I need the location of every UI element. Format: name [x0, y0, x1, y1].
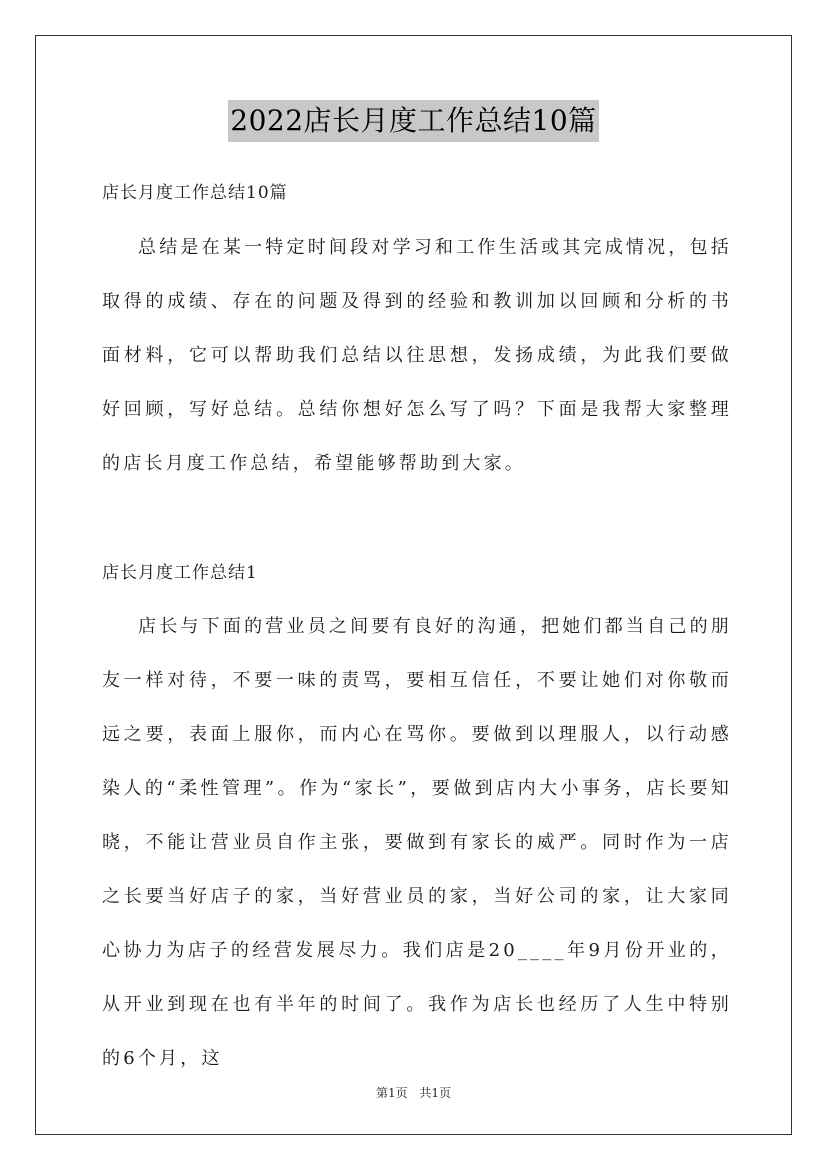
intro-paragraph-text: 总结是在某一特定时间段对学习和工作生活或其完成情况，包括取得的成绩、存在的问题及得到的经验和教训加以回顾和分析的书面材料，它可以帮助我们总结以往思想，发扬成绩，为此我们要做好回顾，写好总结。总结你想好怎么写了吗？下面是我帮大家整理的店长月度工作总结，希望能够帮助到大家。 [102, 237, 732, 474]
section-heading: 店长月度工作总结1 [102, 563, 258, 583]
intro-paragraph [102, 221, 732, 491]
document-title [0, 100, 827, 142]
page-number: 第1页 [375, 1086, 408, 1100]
document-subtitle: 店长月度工作总结10篇 [102, 183, 288, 203]
page-footer [0, 1084, 827, 1101]
page-total: 共1页 [419, 1086, 452, 1100]
document-title-text: 2022店长月度工作总结10篇 [228, 100, 598, 142]
section-paragraph-text: 店长与下面的营业员之间要有良好的沟通，把她们都当自己的朋友一样对待，不要一味的责骂，要相互信任，不要让她们对你敬而远之要，表面上服你，而内心在骂你。要做到以理服人，以行动感染人的“柔性管理”。作为“家长”，要做到店内大小事务，店长要知晓，不能让营业员自作主张，要做到有家长的威严。同时作为一店之长要当好店子的家，当好营业员的家，当好公司的家，让大家同心协力为店子的经营发展尽力。我们店是20____年9月份开业的，从开业到现在也有半年的时间了。我作为店长也经历了人生中特别的6个月，这 [102, 616, 732, 1069]
section-paragraph [102, 600, 732, 1086]
